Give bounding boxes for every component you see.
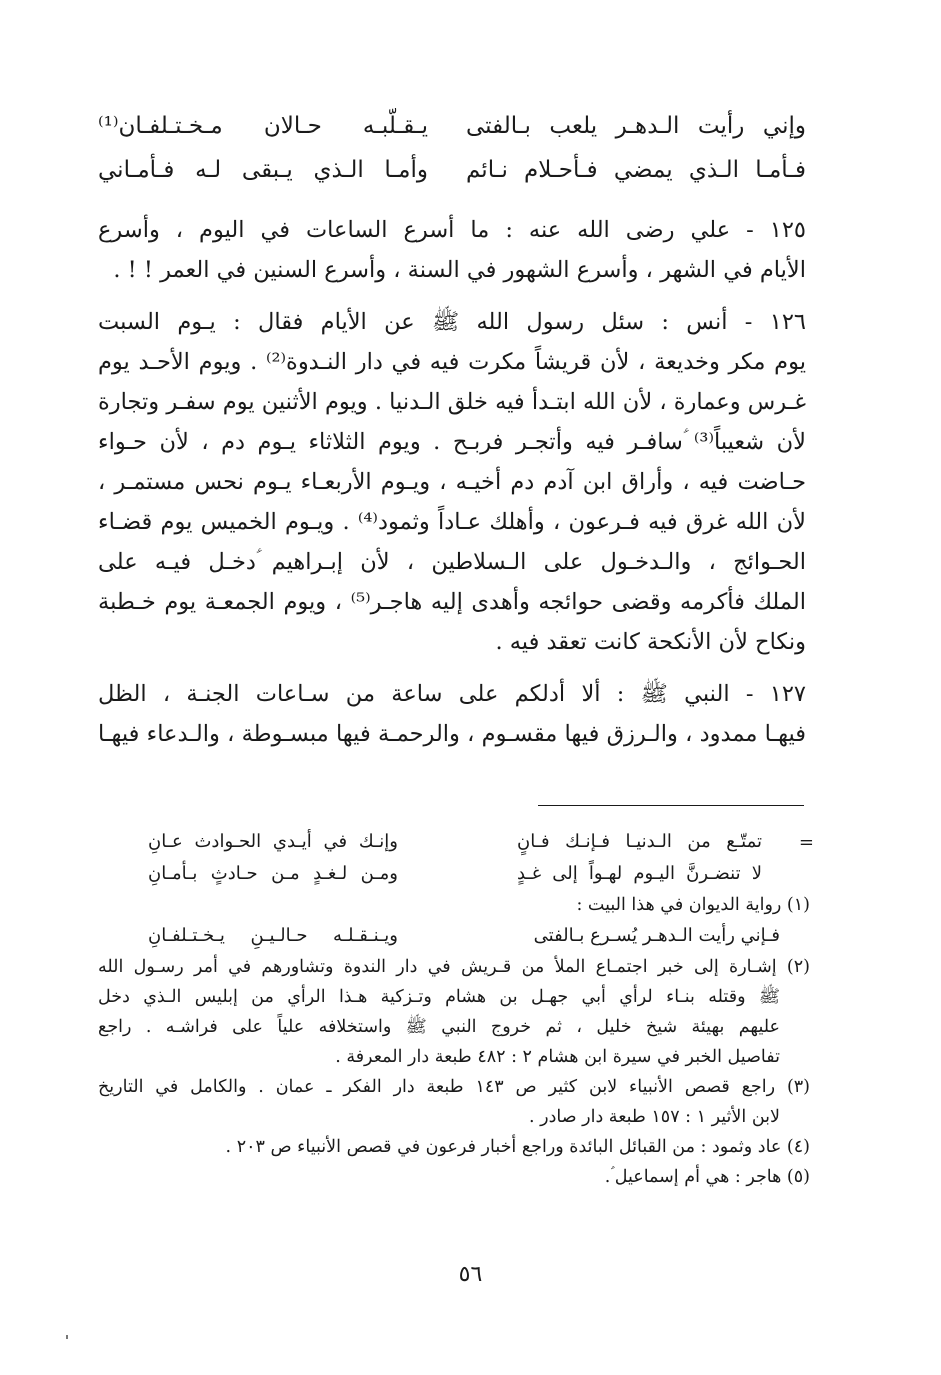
footnote-separator [538, 805, 804, 806]
poem-couplets [98, 104, 806, 192]
footnotes [98, 826, 814, 1192]
text-line: ١٢٥ - علي رضى الله عنه : ما أسرع الساعات في اليوم ، وأسرع [98, 217, 806, 243]
footnote-line: (٥) هاجر : هي أم إسماعيل ؑ. [604, 1167, 810, 1187]
poem-hemistich-first: فـإني رأيت الـدهـر يُسـرع بـالفتى [533, 925, 780, 946]
poem-hemistich-second: ويـنـقـلـه حـالـيـنِ يـخـتـلفـانِ [148, 925, 398, 946]
footnote-3 [98, 1072, 810, 1132]
footnote-verse [98, 920, 810, 952]
poem-line [148, 920, 780, 952]
poem-line [98, 104, 806, 148]
poem-hemistich-first: لا تنضـرنَّ اليـوم لهـواً إلى غـدٍ [517, 863, 762, 884]
poem-hemistich-second: وإنـك في أيـدي الحـوادث عـانِ [148, 831, 398, 852]
scan-speck [66, 1335, 68, 1339]
paragraph-126 [98, 302, 806, 662]
poem-hemistich-first: وإني رأيت الـدهـر يلعب بـالفتى [466, 113, 806, 139]
footnote-5 [98, 1162, 810, 1192]
poem-hemistich-first: تمتّـع من الـدنيـا فـإنـك فـانٍ [517, 831, 762, 852]
footnote-2 [98, 952, 810, 1072]
paragraph-127 [98, 674, 806, 754]
text-line: الحـوائج ، والـدخـول على الـسلاطين ، لأن إبـراهيم ؑدخـل فيـه على [98, 549, 806, 575]
footnote-4 [98, 1132, 810, 1162]
text-line: الملك فأكرمه وقضى حوائجه وأهدى إليه هاجـر⁽⁵⁾ ، ويوم الجمعـة يوم خـطبة [98, 589, 806, 615]
text-line: حـاضت فيه ، وأراق ابن آدم دم أخيـه ، ويـوم الأربعـاء يـوم نحس مستمـر ، [98, 469, 806, 495]
footnote-line: (١) رواية الديوان في هذا البيت : [576, 895, 810, 915]
paragraph-125 [98, 210, 806, 290]
text-line: لأن شعيباً⁽³⁾ ؑسافـر فيه وأتجـر فربـح . ويوم الثلاثاء يـوم دم ، لأن حـواء [98, 429, 806, 455]
text-line: الأيام في الشهر ، وأسرع الشهور في السنة ، وأسرع السنين في العمر ! ! . [113, 257, 806, 283]
poem-line [98, 148, 806, 192]
main-text [98, 104, 806, 754]
footnote-line: لابن الأثير ١ : ١٥٧ طبعة دار صادر . [529, 1107, 780, 1127]
poem-hemistich-second: وأمـا الـذي يـبقى لـه فـأمـاني [98, 157, 428, 183]
footnote-line: تفاصيل الخبر في سيرة ابن هشام ٢ : ٤٨٢ طبعة دار المعرفة . [335, 1047, 780, 1067]
text-line: ونكاح لأن الأنكحة كانت تعقد فيه . [495, 629, 806, 655]
footnote-line: (٤) عاد وثمود : من القبائل البائدة وراجع أخبار فرعون في قصص الأنبياء ص ٢٠٣ . [225, 1137, 810, 1157]
text-line: ١٢٦ - أنس : سئل رسول الله ﷺ عن الأيام فقال : يـوم السبت [98, 309, 806, 335]
footnote-line: (٢) إشـارة إلى خبر اجتمـاع الملأ من قـريش في دار الندوة وتشاورهم في أمر رسـول الله [98, 957, 810, 977]
text-line: لأن الله غرق فيه فـرعون ، وأهلك عـاداً وثمود⁽⁴⁾ . ويـوم الخميس يوم قضـاء [98, 509, 807, 535]
continuation-mark: = [798, 832, 814, 853]
poem-line [148, 826, 762, 858]
text-line: فيهـا ممدود ، والـرزق فيها مقسـوم ، والرحمـة فيها مبسـوطة ، والـدعاء فيهـا [98, 721, 806, 747]
page-number: ٥٦ [458, 1262, 483, 1287]
text-line: ١٢٧ - النبي ﷺ : ألا أدلكم على ساعة من سـاعات الجنـة ، الظل [98, 681, 806, 707]
poem-line [148, 858, 762, 890]
footnote-line: عليهم بهيئة شيخ خليل ، ثم خروج النبي ﷺ واستخلافه علياً على فراشـه . راجع [98, 1017, 780, 1037]
text-line: غـرس وعمارة ، لأن الله ابتـدأ فيه خلق الـدنيا . ويوم الأثنين يوم سفـر وتجارة [98, 389, 806, 415]
footnote-line: (٣) راجع قصص الأنبياء لابن كثير ص ١٤٣ طبعة دار الفكر ـ عمان . والكامل في التاريخ [98, 1077, 810, 1097]
continued-footnote-verse [98, 826, 814, 890]
footnote-1 [98, 890, 810, 952]
poem-hemistich-first: فـأمـا الـذي يمضي فـأحـلام نـائم [466, 157, 806, 183]
poem-hemistich-second: يـقـلّبـه حـالان مـخـتـلفـان⁽¹⁾ [98, 113, 428, 139]
text-line: يوم مكر وخديعة ، لأن قريشاً مكرت فيه في دار النـدوة⁽²⁾ . ويوم الأحـد يوم [98, 349, 806, 375]
poem-hemistich-second: ومـن لـغـدٍ مـن حـادثٍ بـأمـانِ [148, 863, 398, 884]
footnote-line: ﷺ وقتله بنـاء لرأي أبي جهـل بن هشام وتـزكية هـذا الرأي من إبليس الـذي دخل [98, 987, 780, 1007]
